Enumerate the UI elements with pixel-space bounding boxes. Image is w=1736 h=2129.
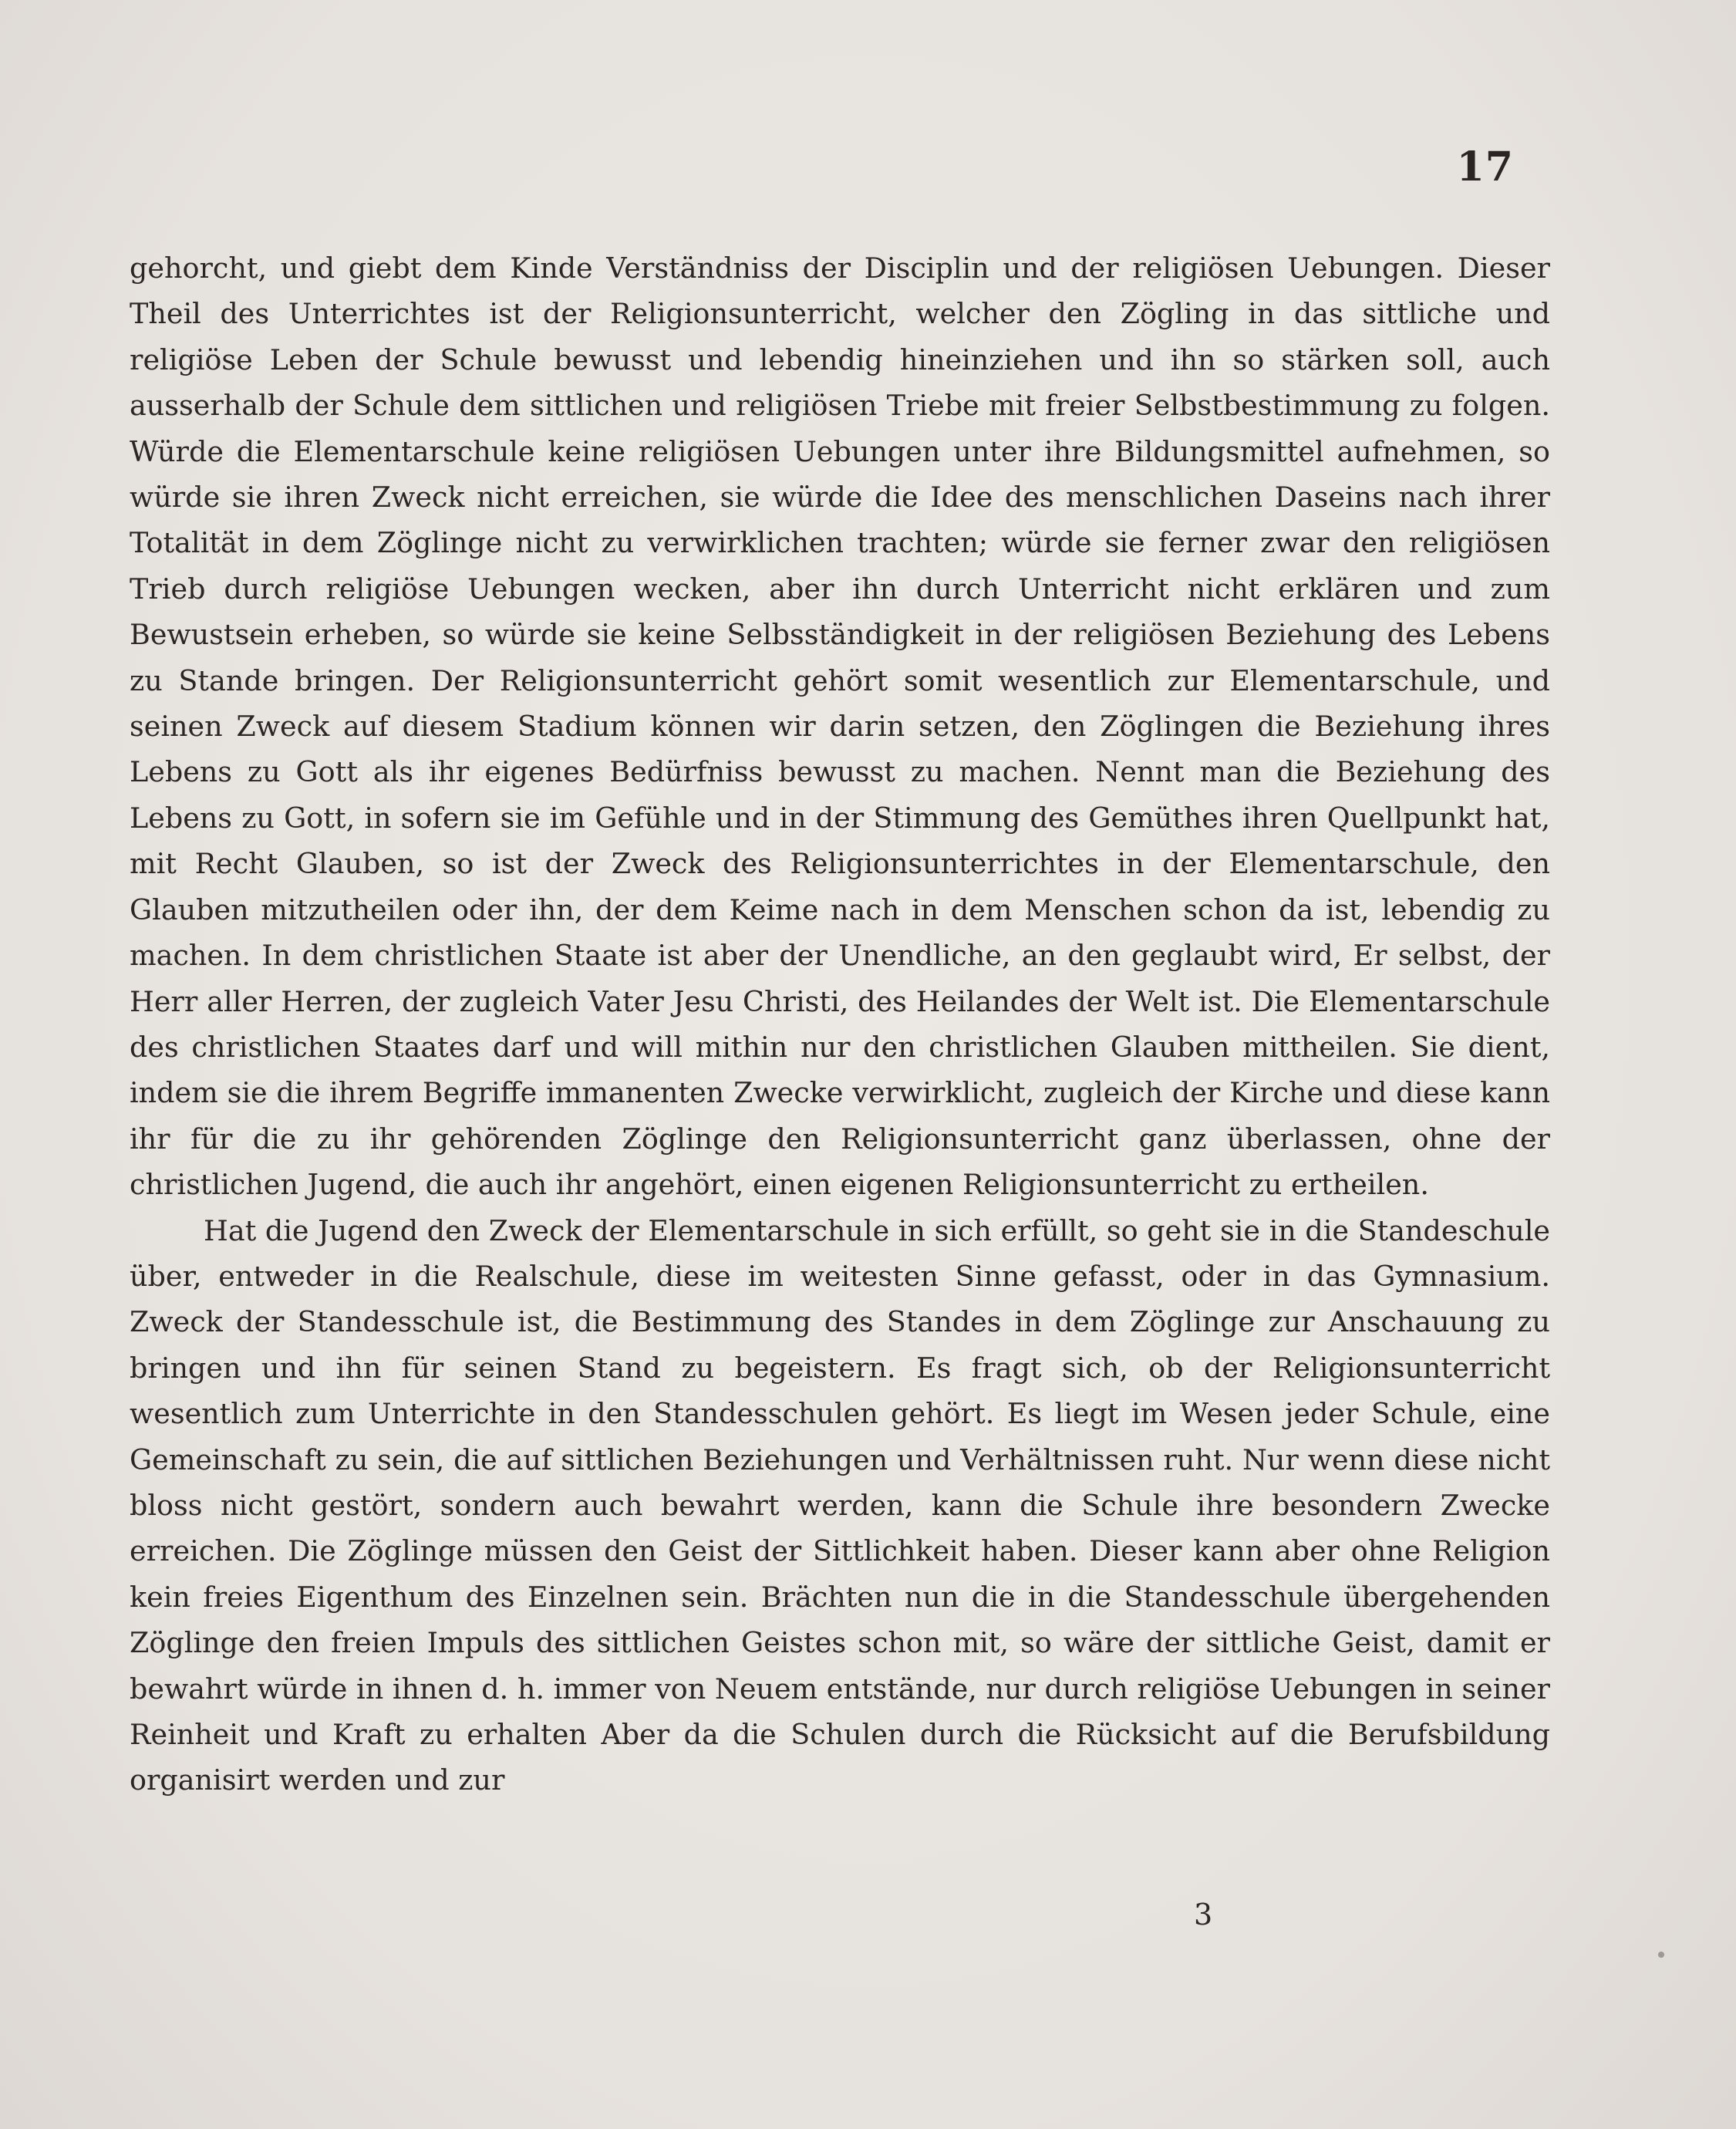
paper-speck	[1658, 1952, 1664, 1958]
signature-mark: 3	[1194, 1898, 1213, 1932]
page-number: 17	[1456, 143, 1514, 191]
paragraph-1: gehorcht, und giebt dem Kinde Verständniss der Disciplin und der religiösen Uebungen. Dieser Theil des Unterrichtes ist der Religionsunterricht, welcher den Zögling in das sittliche und religiöse Leben der Schule bewusst und lebendig hineinziehen und ihn so stärken soll, auch ausserhalb der Schule dem sittlichen und religiösen Triebe mit freier Selbstbestimmung zu folgen. Würde die Elementarschule keine religiösen Uebungen unter ihre Bildungsmittel aufnehmen, so würde sie ihren Zweck nicht erreichen, sie würde die Idee des menschlichen Daseins nach ihrer Totalität in dem Zöglinge nicht zu verwirklichen trachten; würde sie ferner zwar den religiösen Trieb durch religiöse Uebungen wecken, aber ihn durch Unterricht nicht erklären und zum Bewustsein erheben, so würde sie keine Selbsständigkeit in der religiösen Beziehung des Lebens zu Stande bringen. Der Religionsunterricht gehört somit wesentlich zur Elementarschule, und seinen Zweck auf diesem Stadium können wir darin setzen, den Zöglingen die Beziehung ihres Lebens zu Gott als ihr eigenes Bedürfniss bewusst zu machen. Nennt man die Beziehung des Lebens zu Gott, in sofern sie im Gefühle und in der Stimmung des Gemüthes ihren Quellpunkt hat, mit Recht Glauben, so ist der Zweck des Religionsunterrichtes in der Elementarschule, den Glauben mitzutheilen oder ihn, der dem Keime nach in dem Menschen schon da ist, lebendig zu machen. In dem christlichen Staate ist aber der Unendliche, an den geglaubt wird, Er selbst, der Herr aller Herren, der zugleich Vater Jesu Christi, des Heilandes der Welt ist. Die Elementarschule des christlichen Staates darf und will mithin nur den christlichen Glauben mittheilen. Sie dient, indem sie die ihrem Begriffe immanenten Zwecke verwirklicht, zugleich der Kirche und diese kann ihr für die zu ihr gehörenden Zöglinge den Religionsunterricht ganz überlassen, ohne der christlichen Jugend, die auch ihr angehört, einen eigenen Religionsunterricht zu ertheilen.	[130, 251, 1550, 1202]
paragraph-2: Hat die Jugend den Zweck der Elementarschule in sich erfüllt, so geht sie in die Standeschule über, entweder in die Realschule, diese im weitesten Sinne gefasst, oder in das Gymnasium. Zweck der Standesschule ist, die Bestimmung des Standes in dem Zöglinge zur Anschauung zu bringen und ihn für seinen Stand zu begeistern. Es fragt sich, ob der Religionsunterricht wesentlich zum Unterrichte in den Standesschulen gehört. Es liegt im Wesen jeder Schule, eine Gemeinschaft zu sein, die auf sittlichen Beziehungen und Verhältnissen ruht. Nur wenn diese nicht bloss nicht gestört, sondern auch bewahrt werden, kann die Schule ihre besondern Zwecke erreichen. Die Zöglinge müssen den Geist der Sittlichkeit haben. Dieser kann aber ohne Religion kein freies Eigenthum des Einzelnen sein. Brächten nun die in die Standesschule übergehenden Zöglinge den freien Impuls des sittlichen Geistes schon mit, so wäre der sittliche Geist, damit er bewahrt würde in ihnen d. h. immer von Neuem entstände, nur durch religiöse Uebungen in seiner Reinheit und Kraft zu erhalten Aber da die Schulen durch die Rücksicht auf die Berufsbildung organisirt werden und zur	[130, 1213, 1550, 1797]
body-text	[130, 245, 1550, 1803]
